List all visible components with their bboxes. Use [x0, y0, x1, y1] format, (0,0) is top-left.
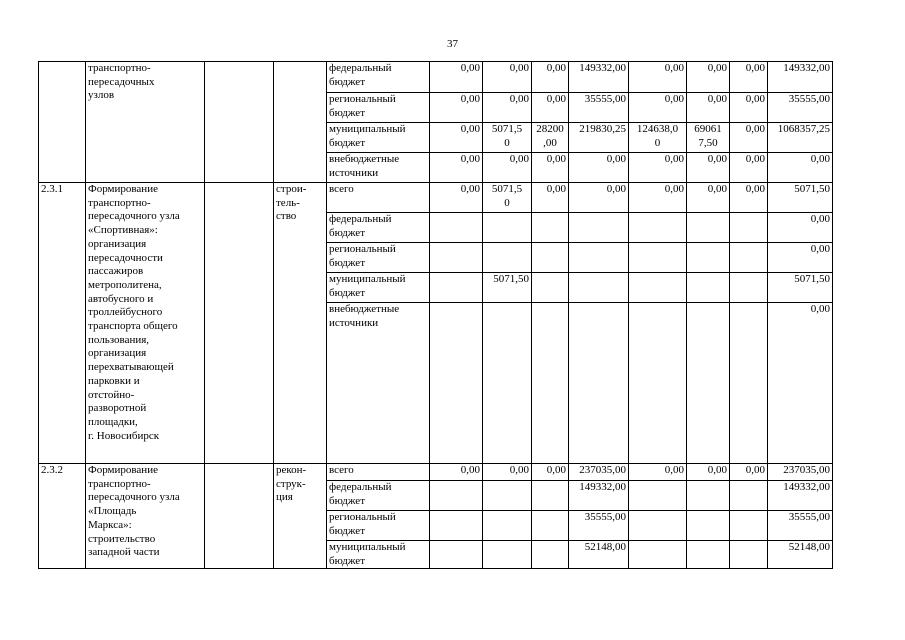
- cell-source: муниципальный бюджет: [327, 123, 430, 153]
- cell-total: 35555,00: [768, 511, 833, 541]
- cell-value: 237035,00: [569, 464, 629, 481]
- cell-value: 0,00: [532, 153, 569, 183]
- cell-source: всего: [327, 464, 430, 481]
- cell-value: 0,00: [430, 464, 483, 481]
- cell-total: 237035,00: [768, 464, 833, 481]
- cell-value: 0,00: [687, 153, 730, 183]
- cell-source: муниципальный бюджет: [327, 273, 430, 303]
- cell-value: 0,00: [532, 62, 569, 93]
- cell-value: 5071,5 0: [483, 123, 532, 153]
- cell-value: [430, 273, 483, 303]
- cell-value: [730, 541, 768, 569]
- cell-value: [483, 303, 532, 464]
- cell-value: 0,00: [430, 153, 483, 183]
- cell-value: 0,00: [687, 464, 730, 481]
- cell-resp: [205, 62, 274, 183]
- cell-value: 0,00: [687, 93, 730, 123]
- cell-value: [483, 213, 532, 243]
- cell-total: 0,00: [768, 303, 833, 464]
- cell-id: 2.3.1: [39, 183, 86, 464]
- cell-value: 0,00: [629, 183, 687, 213]
- cell-value: [730, 213, 768, 243]
- cell-source: федеральный бюджет: [327, 62, 430, 93]
- budget-table: [38, 61, 833, 569]
- cell-source: внебюджетные источники: [327, 303, 430, 464]
- cell-total: 149332,00: [768, 481, 833, 511]
- cell-value: 0,00: [430, 183, 483, 213]
- cell-value: 0,00: [532, 464, 569, 481]
- cell-value: [730, 511, 768, 541]
- cell-value: [629, 511, 687, 541]
- cell-value: 149332,00: [569, 481, 629, 511]
- cell-total: 0,00: [768, 213, 833, 243]
- cell-value: 0,00: [629, 62, 687, 93]
- cell-value: [629, 243, 687, 273]
- cell-value: [430, 481, 483, 511]
- cell-value: 0,00: [483, 62, 532, 93]
- cell-value: [687, 243, 730, 273]
- cell-value: 219830,25: [569, 123, 629, 153]
- cell-total: 0,00: [768, 243, 833, 273]
- cell-value: [430, 213, 483, 243]
- cell-value: [532, 541, 569, 569]
- cell-total: 149332,00: [768, 62, 833, 93]
- cell-value: [569, 213, 629, 243]
- cell-value: [730, 481, 768, 511]
- cell-total: 5071,50: [768, 273, 833, 303]
- cell-value: 35555,00: [569, 93, 629, 123]
- cell-value: [687, 481, 730, 511]
- cell-source: региональный бюджет: [327, 93, 430, 123]
- cell-value: 0,00: [629, 153, 687, 183]
- cell-value: 0,00: [687, 62, 730, 93]
- cell-value: 0,00: [483, 464, 532, 481]
- cell-source: всего: [327, 183, 430, 213]
- cell-id: [39, 62, 86, 183]
- cell-value: [569, 273, 629, 303]
- cell-source: региональный бюджет: [327, 511, 430, 541]
- cell-value: [483, 243, 532, 273]
- cell-value: [532, 273, 569, 303]
- cell-value: [687, 213, 730, 243]
- table-row: [39, 464, 833, 481]
- cell-value: 0,00: [629, 93, 687, 123]
- cell-value: 0,00: [532, 183, 569, 213]
- cell-value: [687, 511, 730, 541]
- table-row: [39, 62, 833, 93]
- cell-value: [629, 273, 687, 303]
- cell-value: [483, 481, 532, 511]
- cell-value: 0,00: [430, 93, 483, 123]
- cell-value: [687, 273, 730, 303]
- cell-source: федеральный бюджет: [327, 481, 430, 511]
- cell-value: 0,00: [730, 464, 768, 481]
- cell-value: 0,00: [730, 93, 768, 123]
- cell-value: [430, 243, 483, 273]
- cell-value: [687, 541, 730, 569]
- cell-value: [430, 541, 483, 569]
- cell-source: федеральный бюджет: [327, 213, 430, 243]
- cell-value: [629, 541, 687, 569]
- cell-value: 0,00: [730, 123, 768, 153]
- cell-value: [532, 213, 569, 243]
- cell-total: 35555,00: [768, 93, 833, 123]
- cell-value: [569, 303, 629, 464]
- cell-value: 5071,50: [483, 273, 532, 303]
- cell-value: 52148,00: [569, 541, 629, 569]
- cell-name: Формирование транспортно- пересадочного узла «Площадь Маркса»: строительство западной части: [86, 464, 205, 569]
- page-number: 37: [447, 38, 458, 50]
- cell-value: 0,00: [532, 93, 569, 123]
- cell-value: 0,00: [430, 123, 483, 153]
- cell-value: [687, 303, 730, 464]
- cell-value: 0,00: [730, 62, 768, 93]
- cell-value: [730, 273, 768, 303]
- cell-value: [629, 213, 687, 243]
- cell-value: 0,00: [483, 153, 532, 183]
- cell-value: [532, 511, 569, 541]
- cell-value: 0,00: [687, 183, 730, 213]
- cell-value: 69061 7,50: [687, 123, 730, 153]
- cell-value: [532, 303, 569, 464]
- cell-value: [730, 303, 768, 464]
- cell-value: [532, 243, 569, 273]
- cell-total: 1068357,25: [768, 123, 833, 153]
- cell-name: Формирование транспортно- пересадочного узла «Спортивная»: организация пересадочности пассажиров метрополитена, автобусного и троллейбусного транспорта общего пользования, организация перехватывающей парковки и отстойно- разворотной площадки, г. Новосибирск: [86, 183, 205, 464]
- cell-value: [629, 481, 687, 511]
- cell-type: рекон- струк- ция: [274, 464, 327, 569]
- cell-value: [569, 243, 629, 273]
- cell-value: [483, 541, 532, 569]
- cell-source: региональный бюджет: [327, 243, 430, 273]
- cell-value: 149332,00: [569, 62, 629, 93]
- cell-total: 52148,00: [768, 541, 833, 569]
- cell-value: 5071,5 0: [483, 183, 532, 213]
- cell-value: [730, 243, 768, 273]
- cell-value: 124638,0 0: [629, 123, 687, 153]
- cell-value: [430, 303, 483, 464]
- cell-value: 0,00: [569, 183, 629, 213]
- cell-value: 0,00: [430, 62, 483, 93]
- cell-value: 35555,00: [569, 511, 629, 541]
- cell-value: 0,00: [730, 153, 768, 183]
- cell-total: 5071,50: [768, 183, 833, 213]
- cell-resp: [205, 183, 274, 464]
- cell-value: [430, 511, 483, 541]
- cell-name: транспортно- пересадочных узлов: [86, 62, 205, 183]
- cell-source: муниципальный бюджет: [327, 541, 430, 569]
- cell-value: [629, 303, 687, 464]
- table-row: [39, 183, 833, 213]
- cell-value: 28200 ,00: [532, 123, 569, 153]
- cell-total: 0,00: [768, 153, 833, 183]
- cell-value: 0,00: [569, 153, 629, 183]
- cell-type: [274, 62, 327, 183]
- cell-source: внебюджетные источники: [327, 153, 430, 183]
- cell-value: [483, 511, 532, 541]
- cell-value: [532, 481, 569, 511]
- cell-type: строи- тель- ство: [274, 183, 327, 464]
- cell-value: 0,00: [730, 183, 768, 213]
- cell-value: 0,00: [483, 93, 532, 123]
- cell-resp: [205, 464, 274, 569]
- cell-id: 2.3.2: [39, 464, 86, 569]
- cell-value: 0,00: [629, 464, 687, 481]
